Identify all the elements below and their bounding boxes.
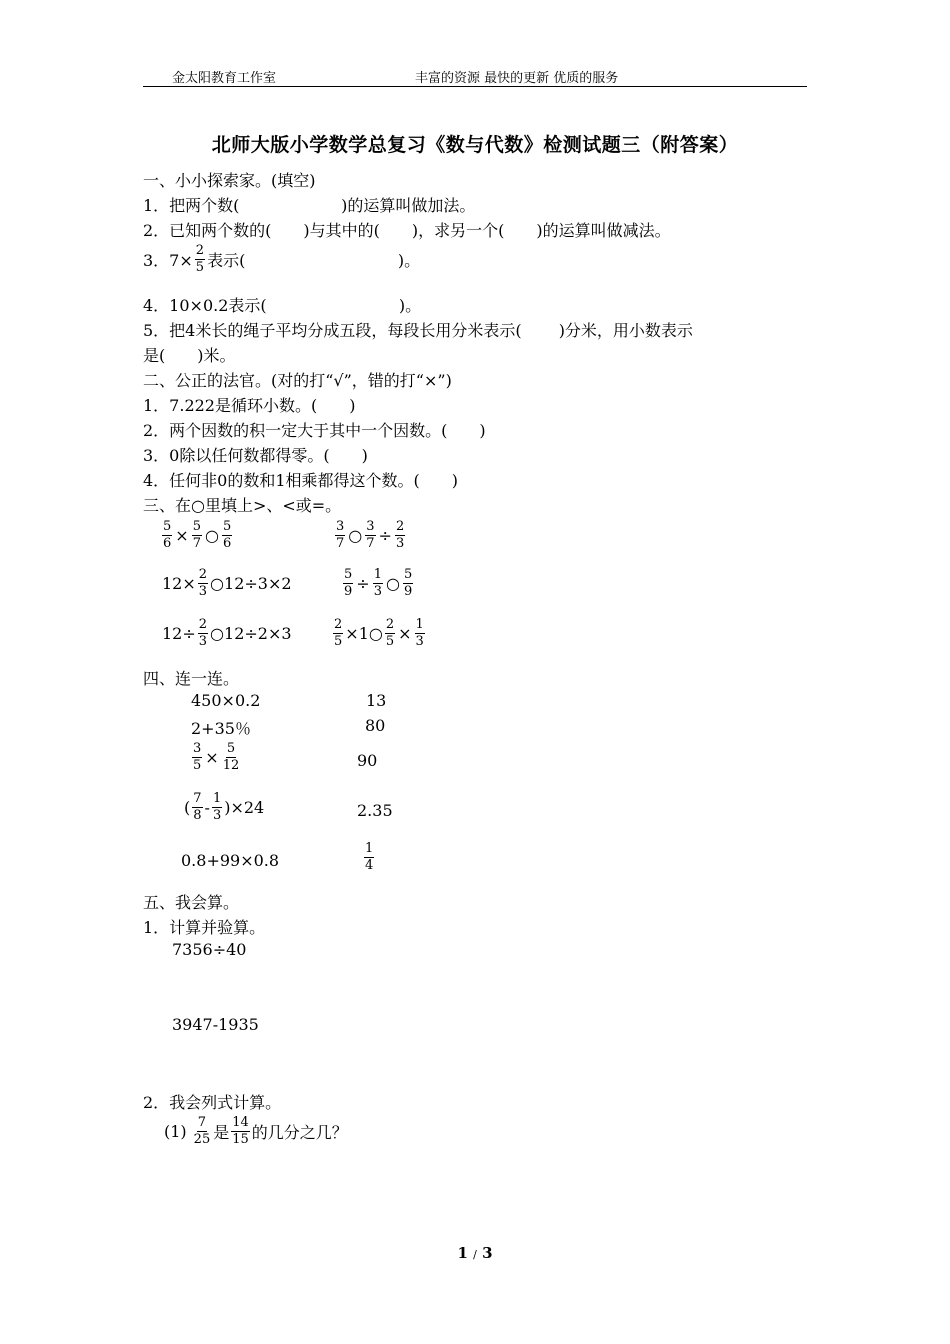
section5-sub1: 1．计算并验算。 (143, 918, 266, 937)
match-left-1: 450×0.2 (191, 691, 261, 710)
section5-sub2: 2．我会列式计算。 (143, 1093, 282, 1112)
header-rule (143, 86, 807, 87)
compare-row1-left: $\frac{5}{6}$ × $\frac{5}{7}$ ○ $\frac{5}{6}$ (163, 519, 232, 551)
header-right: 丰富的资源 最快的更新 优质的服务 (415, 71, 619, 86)
q3-fraction: $\frac{2}{5}$ (195, 243, 205, 275)
page-title: 北师大版小学数学总复习《数与代数》检测试题三（附答案） (211, 134, 739, 156)
section1-q2: 2．已知两个数的( )与其中的( )，求另一个( )的运算叫做减法。 (143, 221, 671, 240)
section3-heading: 三、在○里填上>、<或=。 (143, 496, 342, 515)
compare-row1-right: $\frac{3}{7}$ ○ $\frac{3}{7}$ ÷ $\frac{2}{3}$ (336, 519, 405, 551)
match-left-4: ( $\frac{7}{8}$ - $\frac{1}{3}$ )×24 (184, 791, 265, 823)
header-left: 金太阳教育工作室 (172, 71, 277, 86)
q3-prefix: 3．7× (143, 251, 193, 270)
match-right-2: 80 (365, 716, 386, 735)
section1-q5-line1: 5．把4米长的绳子平均分成五段，每段长用分米表示( )分米，用小数表示 (143, 321, 693, 340)
match-right-1: 13 (366, 691, 387, 710)
compare-row3-right: $\frac{2}{5}$ ×1○ $\frac{2}{5}$ × $\frac{1}{3}$ (334, 617, 424, 649)
calc-1: 7356÷40 (172, 940, 247, 959)
match-right-5: $\frac{1}{4}$ (365, 841, 374, 873)
compare-circle: ○ (204, 526, 219, 545)
compare-row2-left: 12× $\frac{2}{3}$ ○12÷3×2 (162, 567, 292, 599)
section2-item-3: 3．0除以任何数都得零。( ) (143, 446, 368, 465)
compare-circle: ○ (348, 526, 363, 545)
match-left-2: 2+35％ (191, 719, 251, 738)
calc-2: 3947-1935 (172, 1015, 259, 1034)
compare-row3-left: 12÷ $\frac{2}{3}$ ○12÷2×3 (162, 617, 292, 649)
section1-q4: 4．10×0.2表示( )。 (143, 296, 422, 315)
section1-q1: 1．把两个数( )的运算叫做加法。 (143, 196, 476, 215)
section1-q5-line2: 是( )米。 (143, 346, 236, 365)
section1-q3 (143, 244, 420, 275)
match-right-3: 90 (357, 751, 378, 770)
match-right-4: 2.35 (357, 801, 393, 820)
compare-row2-right: $\frac{5}{9}$ ÷ $\frac{1}{3}$ ○ $\frac{5}{9}$ (344, 567, 413, 599)
q3-suffix: 表示( )。 (207, 251, 421, 270)
section2-item-2: 2．两个因数的积一定大于其中一个因数。( ) (143, 421, 486, 440)
section2-item-4: 4．任何非0的数和1相乘都得这个数。( ) (143, 471, 459, 490)
match-left-3: $\frac{3}{5}$ × $\frac{5}{12}$ (193, 741, 240, 773)
section4-heading: 四、连一连。 (143, 669, 240, 688)
section1-heading: 一、小小探索家。(填空) (143, 171, 316, 190)
match-left-5: 0.8+99×0.8 (181, 851, 280, 870)
section5-q1: (1) $\frac{7}{25}$ 是 $\frac{14}{15}$ 的几分之几？ (164, 1115, 348, 1147)
section5-heading: 五、我会算。 (143, 893, 240, 912)
section2-heading: 二、公正的法官。(对的打“√”，错的打“×”) (143, 371, 452, 390)
compare-circle: ○ (385, 574, 400, 593)
section2-item-1: 1．7.222是循环小数。( ) (143, 396, 356, 415)
page-number: 1 / 3 (457, 1244, 493, 1262)
